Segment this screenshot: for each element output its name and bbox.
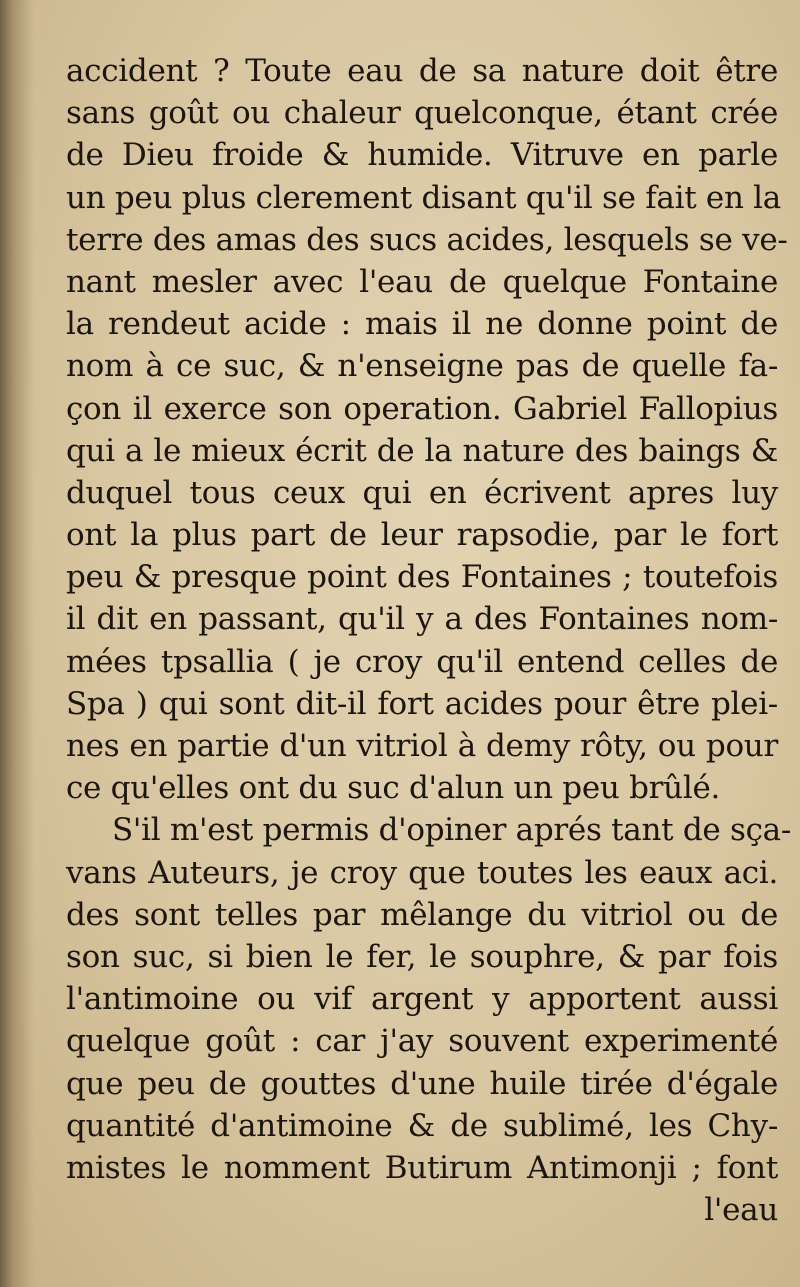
text-line: duquel tous ceux qui en écrivent apres luy	[66, 474, 778, 511]
text-line: de Dieu froide & humide. Vitruve en parle	[66, 137, 778, 174]
text-line: Spa ) qui sont dit-il fort acides pour être plei-	[66, 685, 778, 722]
text-line: S'il m'est permis d'opiner aprés tant de sça-	[112, 812, 792, 849]
text-line: que peu de gouttes d'une huile tirée d'égale	[66, 1065, 778, 1102]
text-line: nom à ce suc, & n'enseigne pas de quelle fa-	[66, 348, 778, 385]
text-line: sans goût ou chaleur quelconque, étant crée	[66, 95, 778, 132]
text-line: quelque goût : car j'ay souvent experimenté	[66, 1023, 778, 1060]
text-line: un peu plus clerement disant qu'il se fait en la	[66, 179, 781, 216]
text-line: mistes le nomment Butirum Antimonji ; font	[66, 1149, 778, 1186]
text-line: çon il exerce son operation. Gabriel Fallopius	[66, 390, 778, 427]
text-line: quantité d'antimoine & de sublimé, les Chy-	[66, 1107, 778, 1144]
text-line: il dit en passant, qu'il y a des Fontaines nom-	[66, 601, 778, 638]
text-line: des sont telles par mêlange du vitriol ou de	[66, 896, 778, 933]
text-line: vans Auteurs, je croy que toutes les eaux aci.	[66, 854, 778, 891]
text-line: peu & presque point des Fontaines ; toutefois	[66, 559, 778, 596]
text-line: accident ? Toute eau de sa nature doit être	[66, 53, 778, 89]
page-text-block	[66, 50, 792, 1231]
text-line: ce qu'elles ont du suc d'alun un peu brûlé.	[66, 770, 721, 807]
text-line: l'antimoine ou vif argent y apportent aussi	[66, 981, 778, 1018]
text-line: qui a le mieux écrit de la nature des baings &	[66, 432, 778, 469]
page-gutter-shadow	[0, 0, 34, 1287]
text-line: ont la plus part de leur rapsodie, par le fort	[66, 517, 778, 554]
text-line: nant mesler avec l'eau de quelque Fontaine	[66, 263, 778, 300]
catchword: l'eau	[704, 1192, 778, 1229]
text-line: mées tpsallia ( je croy qu'il entend celles de	[66, 643, 778, 680]
text-line: son suc, si bien le fer, le souphre, & par fois	[66, 938, 778, 975]
text-line: la rendeut acide : mais il ne donne point de	[66, 306, 778, 343]
text-line: nes en partie d'un vitriol à demy rôty, ou pour	[66, 728, 778, 764]
text-line: terre des amas des sucs acides, lesquels se ve-	[66, 221, 788, 258]
